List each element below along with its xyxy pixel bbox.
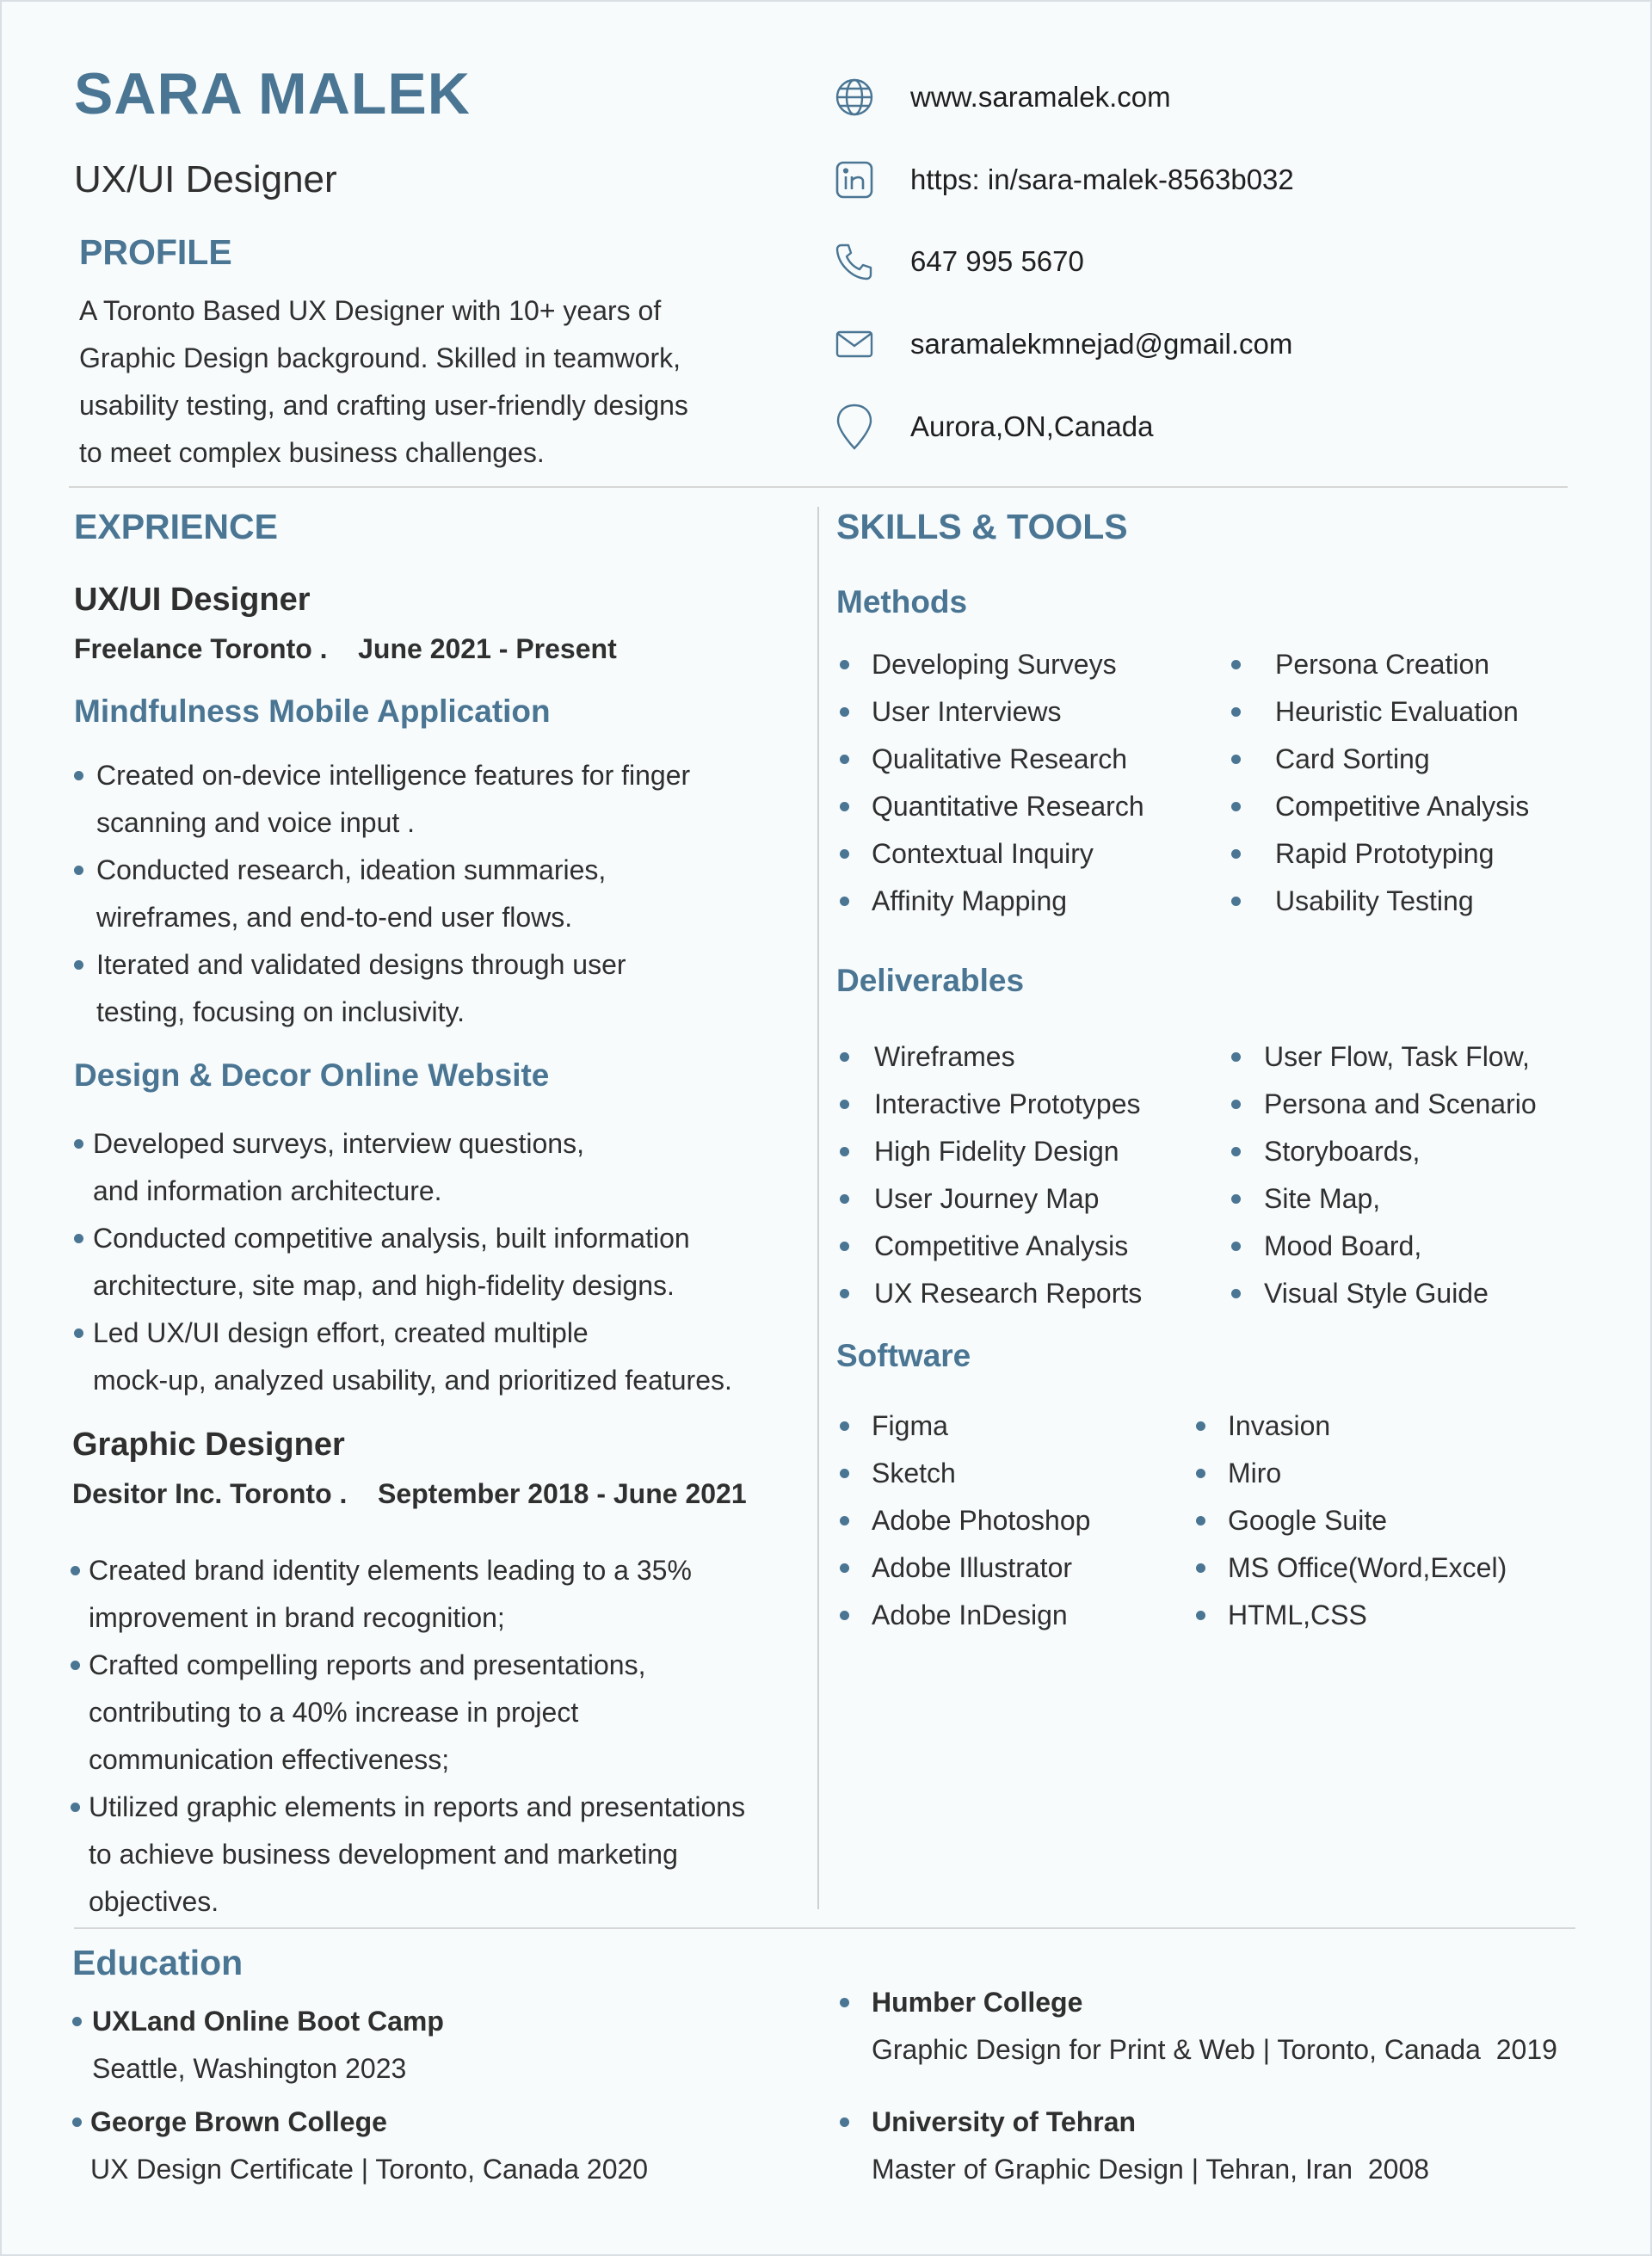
skill-text: Developing Surveys [872, 649, 1117, 680]
bullet-text: Developed surveys, interview questions, [93, 1128, 584, 1159]
list-item [836, 736, 1144, 783]
skill-text: Visual Style Guide [1264, 1278, 1489, 1309]
skill-text: User Journey Map [874, 1183, 1100, 1214]
bullet-dot [840, 755, 849, 764]
skill-text: Figma [872, 1410, 948, 1441]
list-item [1228, 878, 1529, 925]
bullet-dot [840, 849, 849, 859]
bullet-dot [74, 866, 83, 875]
mail-icon [832, 322, 877, 367]
header-divider [69, 486, 1568, 488]
skill-text: Invasion [1228, 1410, 1331, 1441]
bullet-text: wireframes, and end-to-end user flows. [96, 902, 573, 933]
bullet-text: contributing to a 40% increase in project [89, 1697, 579, 1728]
skill-text: Miro [1228, 1458, 1282, 1489]
list-item [836, 1592, 1090, 1639]
education-heading: Education [72, 1943, 243, 1982]
profile-heading: PROFILE [79, 232, 232, 272]
bullet-dot [840, 1242, 849, 1251]
school-name: Humber College [872, 1987, 1083, 2018]
education-item [72, 1998, 444, 2093]
bullet-text: Utilized graphic elements in reports and presentations [89, 1791, 746, 1822]
job-title: Graphic Designer [72, 1427, 345, 1463]
profile-line: usability testing, and crafting user-friendly designs [79, 390, 688, 421]
bullet-text: Created on-device intelligence features for finger [96, 760, 691, 791]
school-detail: Seattle, Washington 2023 [92, 2053, 407, 2084]
list-item [836, 830, 1144, 878]
skill-text: User Interviews [872, 696, 1062, 727]
website-link[interactable]: www.saramalek.com [910, 81, 1171, 113]
skill-text: User Flow, Task Flow, [1264, 1041, 1530, 1072]
job-meta: Desitor Inc. Toronto . September 2018 - June 2021 [72, 1478, 747, 1509]
contact-email[interactable] [832, 322, 1292, 367]
list-item [1228, 830, 1529, 878]
bullet-dot [1231, 1147, 1241, 1156]
bullet-dot [1231, 1242, 1241, 1251]
bullet-text: communication effectiveness; [89, 1744, 450, 1775]
bullet-dot [71, 1661, 80, 1670]
job-title: UX/UI Designer [74, 582, 311, 618]
profile-line: Graphic Design background. Skilled in teamwork, [79, 342, 681, 373]
phone-number[interactable]: 647 995 5670 [910, 245, 1084, 277]
bullet-dot [1231, 1194, 1241, 1204]
skill-text: Google Suite [1228, 1505, 1388, 1536]
list-item [836, 1497, 1090, 1544]
software-list-right [1193, 1402, 1507, 1639]
skill-text: Affinity Mapping [872, 885, 1068, 916]
skill-text: Contextual Inquiry [872, 838, 1094, 869]
bullet-text: scanning and voice input . [96, 807, 416, 838]
bullet-text: and information architecture. [93, 1175, 442, 1206]
skill-text: Adobe Illustrator [872, 1552, 1073, 1583]
skill-text: Interactive Prototypes [874, 1088, 1141, 1119]
methods-list-left [836, 641, 1144, 925]
list-item [836, 1402, 1090, 1450]
bullet-dot [71, 1803, 80, 1812]
list-item [74, 941, 690, 1036]
bullet-text: Created brand identity elements leading to a 35% [89, 1555, 692, 1586]
skill-text: UX Research Reports [874, 1278, 1143, 1309]
skill-text: Rapid Prototyping [1275, 838, 1495, 869]
methods-heading: Methods [836, 584, 968, 619]
list-item [71, 1784, 745, 1926]
list-item [1193, 1544, 1507, 1592]
list-item [836, 688, 1144, 736]
skill-text: Usability Testing [1275, 885, 1474, 916]
contact-linkedin[interactable] [832, 157, 1294, 202]
list-item [1228, 1223, 1537, 1270]
list-item [836, 783, 1144, 830]
bullet-dot [840, 1998, 849, 2007]
list-item [836, 1081, 1142, 1128]
skill-text: Adobe InDesign [872, 1600, 1068, 1630]
deliverables-heading: Deliverables [836, 963, 1025, 998]
list-item [836, 878, 1144, 925]
bullet-dot [840, 1611, 849, 1620]
skill-text: Competitive Analysis [1275, 791, 1530, 822]
job-bullets [71, 1547, 745, 1926]
software-heading: Software [836, 1338, 971, 1373]
list-item [1228, 641, 1529, 688]
contact-location [832, 404, 1153, 449]
profile-summary [79, 287, 688, 477]
skill-text: Site Map, [1264, 1183, 1381, 1214]
school-detail: UX Design Certificate | Toronto, Canada 2020 [90, 2154, 649, 2185]
skill-text: Wireframes [874, 1041, 1015, 1072]
bullet-dot [840, 660, 849, 669]
list-item [1228, 1081, 1537, 1128]
bullet-dot [74, 1139, 83, 1149]
list-item [1228, 688, 1529, 736]
list-item [71, 1547, 745, 1642]
school-name: University of Tehran [872, 2106, 1137, 2137]
education-divider [74, 1927, 1575, 1929]
bullet-dot [71, 1566, 80, 1575]
bullet-dot [74, 771, 83, 780]
bullet-dot [840, 1563, 849, 1573]
list-item [74, 1310, 732, 1404]
skill-text: Quantitative Research [872, 791, 1144, 822]
bullet-text: testing, focusing on inclusivity. [96, 996, 465, 1027]
bullet-dot [840, 1194, 849, 1204]
list-item [1193, 1450, 1507, 1497]
bullet-dot [840, 2117, 849, 2127]
bullet-dot [840, 897, 849, 906]
bullet-dot [840, 1052, 849, 1062]
bullet-dot [1196, 1469, 1205, 1478]
list-item [1193, 1497, 1507, 1544]
list-item [74, 1215, 732, 1310]
list-item [836, 1223, 1142, 1270]
bullet-dot [840, 802, 849, 811]
list-item [1193, 1402, 1507, 1450]
bullet-dot [1231, 755, 1241, 764]
skill-text: HTML,CSS [1228, 1600, 1367, 1630]
software-list-left [836, 1402, 1090, 1639]
email-link[interactable]: saramalekmnejad@gmail.com [910, 328, 1293, 360]
bullet-dot [840, 1147, 849, 1156]
school-name: George Brown College [90, 2106, 387, 2137]
bullet-text: improvement in brand recognition; [89, 1602, 505, 1633]
globe-icon [832, 75, 877, 120]
list-item [836, 1270, 1142, 1317]
school-name: UXLand Online Boot Camp [92, 2006, 444, 2037]
education-item [840, 2099, 1429, 2193]
project-bullets [74, 1120, 732, 1404]
location-text: Aurora,ON,Canada [910, 410, 1154, 442]
bullet-dot [1196, 1611, 1205, 1620]
list-item [836, 1128, 1142, 1175]
deliverables-list-left [836, 1033, 1142, 1317]
skill-text: Heuristic Evaluation [1275, 696, 1519, 727]
school-detail: Master of Graphic Design | Tehran, Iran 2008 [872, 2154, 1430, 2185]
skill-text: Sketch [872, 1458, 956, 1489]
job-meta: Freelance Toronto . June 2021 - Present [74, 633, 617, 664]
bullet-dot [840, 1100, 849, 1109]
bullet-dot [1231, 1052, 1241, 1062]
list-item [1228, 736, 1529, 783]
list-item [1228, 783, 1529, 830]
bullet-dot [1196, 1421, 1205, 1431]
bullet-dot [840, 1516, 849, 1526]
bullet-text: Conducted competitive analysis, built information [93, 1223, 690, 1254]
list-item [836, 1450, 1090, 1497]
phone-icon [832, 239, 877, 284]
bullet-dot [1231, 802, 1241, 811]
bullet-dot [1231, 707, 1241, 717]
bullet-dot [1231, 897, 1241, 906]
list-item [836, 641, 1144, 688]
column-divider [817, 507, 819, 1909]
bullet-dot [1231, 849, 1241, 859]
list-item [74, 847, 690, 941]
bullet-text: Crafted compelling reports and presentations, [89, 1649, 646, 1680]
skill-text: High Fidelity Design [874, 1136, 1119, 1167]
bullet-dot [74, 1328, 83, 1338]
bullet-text: Iterated and validated designs through user [96, 949, 626, 980]
education-item [72, 2099, 648, 2193]
candidate-name: SARA MALEK [74, 61, 471, 126]
bullet-dot [1231, 1289, 1241, 1298]
bullet-dot [840, 1289, 849, 1298]
bullet-text: Conducted research, ideation summaries, [96, 854, 607, 885]
bullet-dot [1196, 1516, 1205, 1526]
bullet-dot [1196, 1563, 1205, 1573]
methods-list-right [1228, 641, 1529, 925]
deliverables-list-right [1228, 1033, 1537, 1317]
list-item [1228, 1128, 1537, 1175]
bullet-dot [840, 707, 849, 717]
skill-text: Persona Creation [1275, 649, 1490, 680]
list-item [74, 1120, 732, 1215]
list-item [836, 1544, 1090, 1592]
education-item [840, 1979, 1557, 2074]
list-item [1193, 1592, 1507, 1639]
list-item [1228, 1270, 1537, 1317]
skill-text: Qualitative Research [872, 743, 1128, 774]
profile-line: to meet complex business challenges. [79, 437, 545, 468]
skill-text: Mood Board, [1264, 1230, 1422, 1261]
contact-phone[interactable] [832, 239, 1084, 284]
list-item [71, 1642, 745, 1784]
bullet-text: objectives. [89, 1886, 219, 1917]
bullet-dot [74, 1234, 83, 1243]
bullet-dot [72, 2117, 82, 2127]
project-title: Mindfulness Mobile Application [74, 693, 551, 729]
linkedin-icon [832, 157, 877, 202]
bullet-dot [1231, 660, 1241, 669]
bullet-text: mock-up, analyzed usability, and prioritized features. [93, 1365, 732, 1396]
linkedin-link[interactable]: https: in/sara-malek-8563b032 [910, 163, 1294, 195]
list-item [74, 752, 690, 847]
bullet-text: architecture, site map, and high-fidelity designs. [93, 1270, 675, 1301]
bullet-dot [74, 960, 83, 970]
bullet-dot [72, 2017, 82, 2026]
bullet-dot [1231, 1100, 1241, 1109]
skills-heading: SKILLS & TOOLS [836, 507, 1128, 546]
school-detail: Graphic Design for Print & Web | Toronto, Canada 2019 [872, 2034, 1557, 2065]
skill-text: Competitive Analysis [874, 1230, 1129, 1261]
list-item [836, 1033, 1142, 1081]
experience-heading: EXPRIENCE [74, 507, 278, 546]
list-item [836, 1175, 1142, 1223]
skill-text: Adobe Photoshop [872, 1505, 1091, 1536]
list-item [1228, 1175, 1537, 1223]
location-pin-icon [832, 404, 877, 449]
skill-text: Card Sorting [1275, 743, 1430, 774]
candidate-title: UX/UI Designer [74, 158, 337, 200]
bullet-dot [840, 1421, 849, 1431]
profile-line: A Toronto Based UX Designer with 10+ years of [79, 295, 662, 326]
list-item [1228, 1033, 1537, 1081]
skill-text: MS Office(Word,Excel) [1228, 1552, 1507, 1583]
bullet-dot [840, 1469, 849, 1478]
project-bullets [74, 752, 690, 1036]
bullet-text: Led UX/UI design effort, created multiple [93, 1317, 589, 1348]
skill-text: Persona and Scenario [1264, 1088, 1537, 1119]
project-title: Design & Decor Online Website [74, 1057, 550, 1093]
contact-website[interactable] [832, 75, 1171, 120]
bullet-text: to achieve business development and marketing [89, 1839, 678, 1870]
skill-text: Storyboards, [1264, 1136, 1421, 1167]
